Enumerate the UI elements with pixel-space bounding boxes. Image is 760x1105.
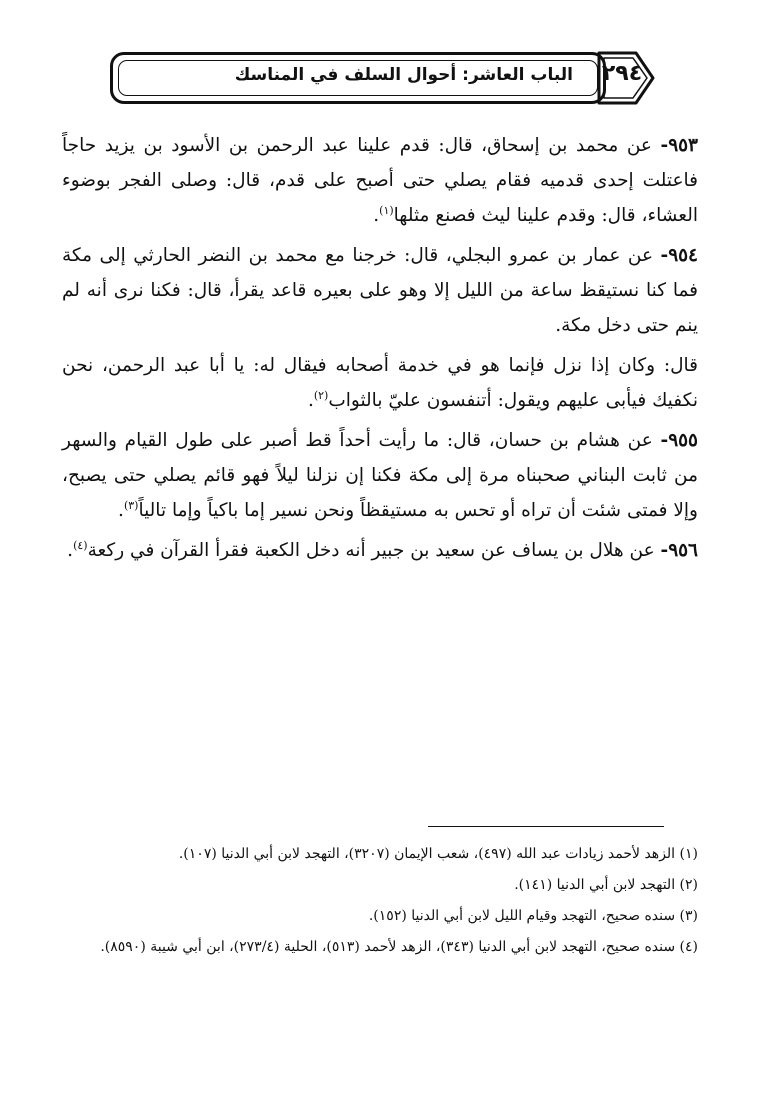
narration-956 (62, 533, 698, 568)
narration-number: ٩٥٣- (660, 135, 698, 156)
narration-955 (62, 423, 698, 528)
narration-text: عن عمار بن عمرو البجلي، قال: خرجنا مع محمد بن النضر الحارثي إلى مكة فما كنا نستيقظ ساعة من الليل إلا وهو على بعيره قاعد يقرأ، قال: فكنا نرى أنه لم ينم حتى دخل مكة. (62, 245, 698, 336)
running-header-frame (110, 52, 606, 104)
narration-end: . (373, 205, 380, 226)
page-number-badge (596, 50, 656, 106)
narration-end: . (307, 390, 314, 411)
narration-954-continued (62, 348, 698, 418)
footnote-1: (١) الزهد لأحمد زيادات عبد الله (٤٩٧)، شعب الإيمان (٣٢٠٧)، التهجد لابن أبي الدنيا (١٠٧). (178, 846, 698, 862)
main-text (62, 128, 698, 573)
narration-text: عن هلال بن يساف عن سعيد بن جبير أنه دخل الكعبة فقرأ القرآن في ركعة (87, 540, 661, 561)
narration-number: ٩٥٤- (660, 245, 698, 266)
footnotes (62, 840, 698, 964)
page-number: ٢٩٤ (601, 61, 643, 86)
narration-text: عن محمد بن إسحاق، قال: قدم علينا عبد الرحمن بن الأسود بن يزيد حاجاً فاعتلت إحدى قدميه فقام يصلي حتى أصبح على قدم، قال: وصلى الفجر بوضوء العشاء، قال: وقدم علينا ليث فصنع مثلها (62, 135, 698, 226)
footnote-ref: (٣) (123, 499, 139, 512)
running-title: الباب العاشر: أحوال السلف في المناسك (234, 65, 573, 85)
footnote-ref: (٤) (73, 539, 88, 552)
narration-number: ٩٥٥- (660, 430, 698, 451)
footnote-separator (428, 826, 664, 827)
footnote-ref: (١) (379, 204, 394, 217)
narration-954 (62, 238, 698, 343)
footnote-ref: (٢) (313, 389, 329, 402)
footnote-2: (٢) التهجد لابن أبي الدنيا (١٤١). (514, 877, 698, 893)
narration-number: ٩٥٦- (660, 540, 698, 561)
narration-953 (62, 128, 698, 233)
narration-end: . (67, 540, 74, 561)
narration-text: عن هشام بن حسان، قال: ما رأيت أحداً قط أصبر على طول القيام والسهر من ثابت البناني صحبناه مرة إلى مكة فكنا إن نزلنا ليلاً فهو قائم يصلي حتى يصبح، وإلا فمتى شئت أن تراه أو تحس به مستيقظاً ونحن نسير إما باكياً وإما تالياً (62, 430, 698, 521)
footnote-4: (٤) سنده صحيح، التهجد لابن أبي الدنيا (٣٤٣)، الزهد لأحمد (٥١٣)، الحلية (٢٧٣/٤)، ابن أبي شيبة (٨٥٩٠). (100, 939, 698, 955)
narration-end: . (118, 500, 124, 521)
narration-text: قال: وكان إذا نزل فإنما هو في خدمة أصحابه فيقال له: يا أبا عبد الرحمن، نحن نكفيك فيأبى عليهم ويقول: أتنفسون عليّ بالثواب (62, 355, 698, 411)
footnote-3: (٣) سنده صحيح، التهجد وقيام الليل لابن أبي الدنيا (١٥٢). (368, 908, 698, 924)
